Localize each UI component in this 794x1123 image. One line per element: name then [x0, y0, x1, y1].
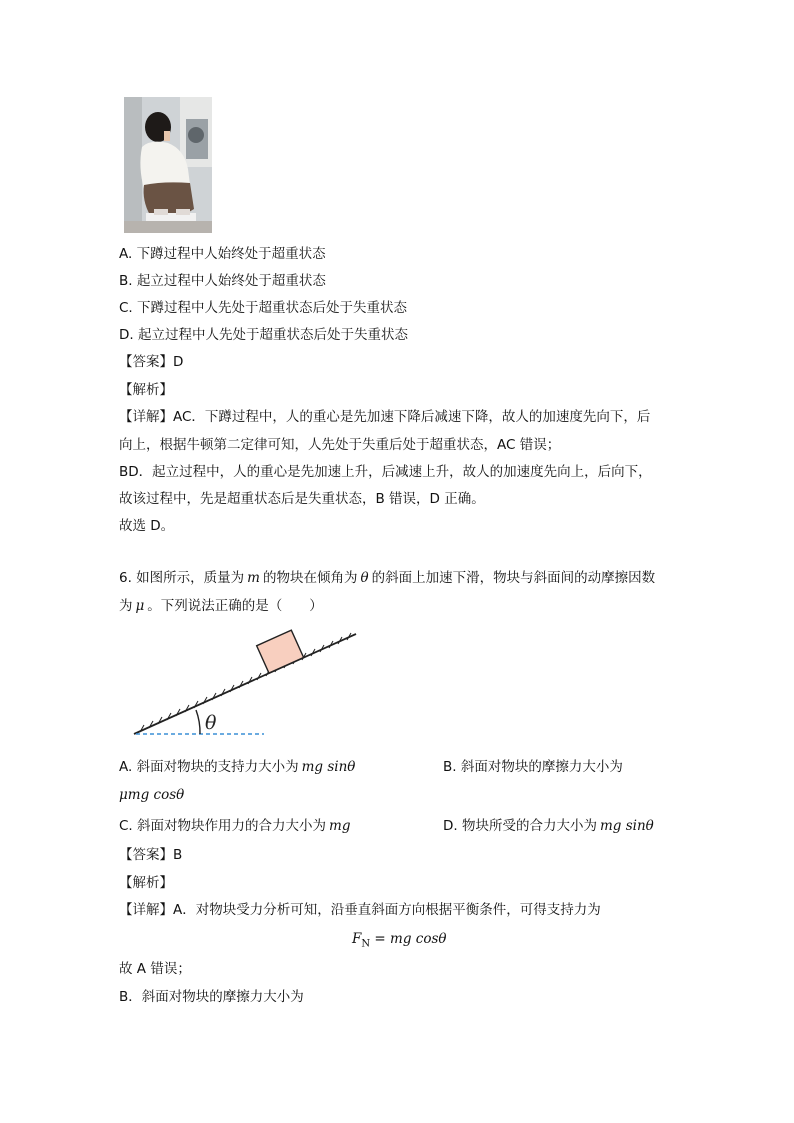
- q6-stem-part: 为: [119, 598, 133, 614]
- angle-theta-label: θ: [205, 712, 217, 734]
- q6-option-a-text: A. 斜面对物块的支持力大小为: [119, 759, 299, 775]
- q6-option-a-math: mg sinθ: [301, 759, 356, 775]
- q6-analysis-label: 【解析】: [119, 875, 173, 891]
- q6-equation: [352, 929, 447, 955]
- incline-surface: [134, 634, 356, 734]
- q6-option-d: [443, 816, 654, 836]
- q6-var-mu: μ: [135, 598, 145, 614]
- block: [257, 630, 304, 673]
- q6-stem-line-2: [119, 596, 323, 616]
- q5-detail-line-1: 【详解】AC．下蹲过程中，人的重心是先加速下降后减速下降，故人的加速度先向下，后: [119, 409, 651, 425]
- incline-block-diagram: [130, 628, 370, 740]
- q6-option-b-math: μmg cosθ: [119, 787, 185, 803]
- q6-a-wrong: 故 A 错误；: [119, 961, 191, 977]
- q5-conclusion: 故选 D。: [119, 518, 175, 534]
- angle-arc: [196, 710, 200, 734]
- q6-stem-part: 的物块在倾角为: [262, 570, 358, 586]
- q6-option-d-math: mg sinθ: [599, 818, 654, 834]
- q6-detail-line-1: 【详解】A．对物块受力分析可知，沿垂直斜面方向根据平衡条件，可得支持力为: [119, 902, 601, 918]
- q5-option-d: D. 起立过程中人先处于超重状态后处于失重状态: [119, 327, 408, 343]
- q5-answer: 【答案】D: [119, 354, 184, 370]
- q6-var-m: m: [247, 570, 260, 586]
- q6-stem-part: 6. 如图所示，质量为: [119, 570, 245, 586]
- q5-detail-line-3: BD．起立过程中，人的重心是先加速上升，后减速上升，故人的加速度先向上，后向下，: [119, 464, 652, 480]
- q6-option-c: [119, 816, 350, 836]
- q6-option-a: [119, 757, 355, 777]
- q6-option-d-text: D. 物块所受的合力大小为: [443, 818, 597, 834]
- q5-option-c: C. 下蹲过程中人先处于超重状态后处于失重状态: [119, 300, 408, 316]
- q6-equation-f: F: [352, 931, 362, 947]
- q6-stem-part: 。下列说法正确的是（ ）: [147, 598, 323, 614]
- q6-var-theta: θ: [360, 570, 369, 586]
- q6-option-c-math: mg: [329, 818, 351, 834]
- q5-detail-line-4: 故该过程中，先是超重状态后是失重状态，B 错误，D 正确。: [119, 491, 485, 507]
- q6-stem-line-1: [119, 568, 655, 588]
- q6-option-c-text: C. 斜面对物块作用力的合力大小为: [119, 818, 327, 834]
- q6-equation-subscript: N: [361, 938, 371, 950]
- q5-detail-line-2: 向上，根据牛顿第二定律可知，人先处于失重后处于超重状态，AC 错误；: [119, 437, 561, 453]
- q6-equation-rhs: = mg cosθ: [370, 931, 447, 947]
- q6-detail-b: B．斜面对物块的摩擦力大小为: [119, 989, 304, 1005]
- q6-answer: 【答案】B: [119, 847, 183, 863]
- squatting-person-photo: [124, 97, 212, 233]
- q6-option-b: B. 斜面对物块的摩擦力大小为: [443, 759, 623, 775]
- q5-option-a: A. 下蹲过程中人始终处于超重状态: [119, 246, 326, 262]
- q6-stem-part: 的斜面上加速下滑，物块与斜面间的动摩擦因数: [371, 570, 656, 586]
- q5-analysis-label: 【解析】: [119, 382, 173, 398]
- q5-option-b: B. 起立过程中人始终处于超重状态: [119, 273, 326, 289]
